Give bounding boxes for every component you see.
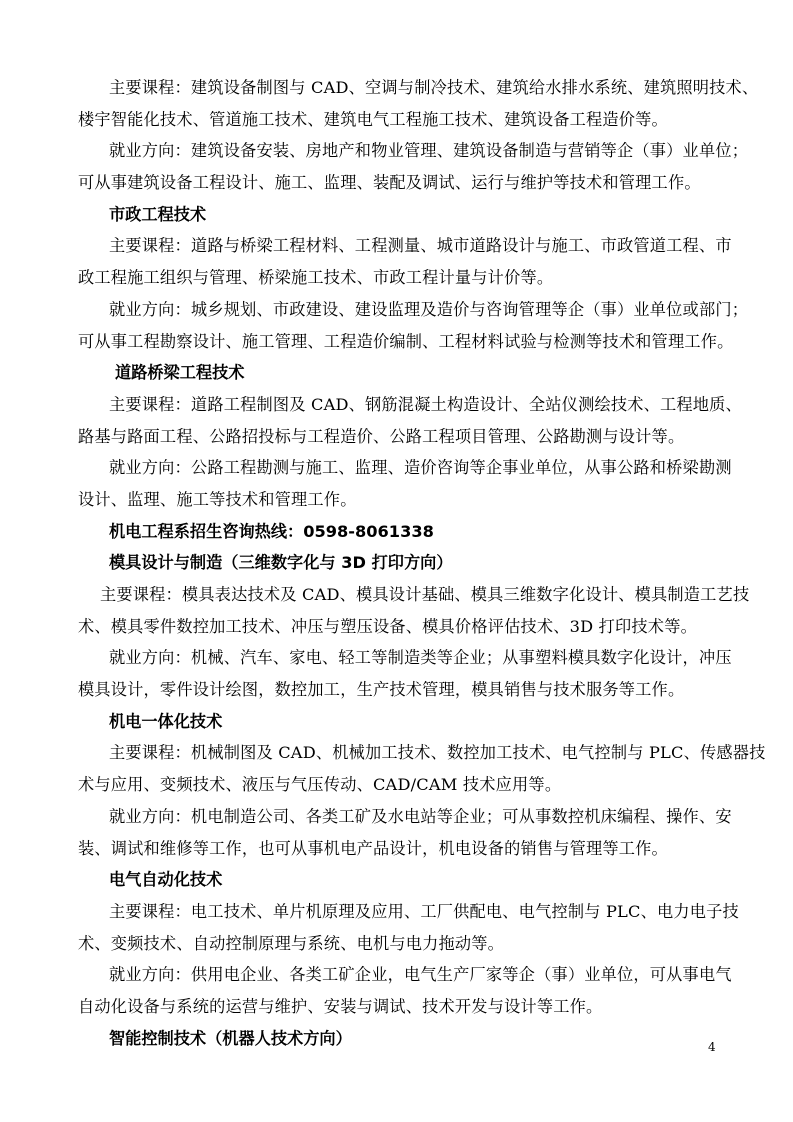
employment-line: 可从事工程勘察设计、施工管理、工程造价编制、工程材料试验与检测等技术和管理工作。	[78, 331, 734, 351]
employment-line: 就业方向：公路工程勘测与施工、监理、造价咨询等企事业单位，从事公路和桥梁勘测	[109, 458, 732, 478]
main-courses-line: 主要课程：模具表达技术及 CAD、模具设计基础、模具三维数字化设计、模具制造工艺技	[100, 585, 750, 604]
section-intelligent-control	[78, 1023, 718, 1055]
section-mold-design	[78, 547, 750, 705]
section-road-bridge	[78, 357, 742, 515]
main-courses-line: 楼宇智能化技术、管道施工技术、建筑电气工程施工技术、建筑设备工程造价等。	[78, 109, 668, 129]
employment-line: 就业方向：建筑设备安装、房地产和物业管理、建筑设备制造与营销等企（事）业单位；	[109, 141, 749, 161]
section-heading: 市政工程技术	[109, 204, 207, 224]
section-heading: 智能控制技术（机器人技术方向）	[109, 1028, 352, 1048]
employment-line: 设计、监理、施工等技术和管理工作。	[78, 489, 357, 509]
employment-line: 就业方向：供用电企业、各类工矿企业，电气生产厂家等企（事）业单位，可从事电气	[109, 965, 732, 985]
section-mechatronics	[78, 706, 766, 864]
main-courses-line: 路基与路面工程、公路招投标与工程造价、公路工程项目管理、公路勘测与设计等。	[78, 426, 685, 446]
main-courses-line: 政工程施工组织与管理、桥梁施工技术、市政工程计量与计价等。	[78, 268, 554, 288]
main-courses-line: 术、变频技术、自动控制原理与系统、电机与电力拖动等。	[78, 933, 505, 953]
employment-line: 就业方向：城乡规划、市政建设、建设监理及造价与咨询管理等企（事）业单位或部门；	[109, 299, 749, 319]
document-body	[78, 72, 766, 1054]
section-building-equipment	[78, 72, 759, 199]
employment-line: 就业方向：机械、汽车、家电、轻工等制造类等企业；从事塑料模具数字化设计，冲压	[109, 648, 732, 668]
section-heading: 模具设计与制造（三维数字化与 3D 打印方向）	[109, 553, 453, 573]
section-municipal-engineering	[78, 199, 749, 357]
section-heading: 电气自动化技术	[109, 870, 223, 890]
main-courses-line: 术、模具零件数控加工技术、冲压与塑压设备、模具价格评估技术、3D 打印技术等。	[78, 616, 697, 636]
main-courses-line: 主要课程：电工技术、单片机原理及应用、工厂供配电、电气控制与 PLC、电力电子技	[109, 901, 739, 921]
main-courses-line: 主要课程：道路工程制图及 CAD、钢筋混凝土构造设计、全站仪测绘技术、工程地质、	[109, 394, 742, 414]
employment-line: 可从事建筑设备工程设计、施工、监理、装配及调试、运行与维护等技术和管理工作。	[78, 173, 701, 193]
section-electrical-automation	[78, 864, 739, 1022]
employment-line: 自动化设备与系统的运营与维护、安装与调试、技术开发与设计等工作。	[78, 996, 603, 1016]
employment-line: 就业方向：机电制造公司、各类工矿及水电站等企业；可从事数控机床编程、操作、安	[109, 806, 732, 826]
main-courses-line: 主要课程：机械制图及 CAD、机械加工技术、数控加工技术、电气控制与 PLC、传感器技	[109, 743, 766, 763]
section-heading: 道路桥梁工程技术	[115, 363, 245, 383]
main-courses-line: 术与应用、变频技术、液压与气压传动、CAD/CAM 技术应用等。	[78, 775, 562, 795]
admissions-hotline: 机电工程系招生咨询热线：0598-8061338	[109, 521, 434, 541]
employment-line: 模具设计，零件设计绘图，数控加工，生产技术管理，模具销售与技术服务等工作。	[78, 680, 685, 700]
main-courses-line: 主要课程：建筑设备制图与 CAD、空调与制冷技术、建筑给水排水系统、建筑照明技术、	[109, 78, 759, 97]
employment-line: 装、调试和维修等工作，也可从事机电产品设计，机电设备的销售与管理等工作。	[78, 838, 668, 858]
section-heading: 机电一体化技术	[109, 711, 223, 731]
main-courses-line: 主要课程：道路与桥梁工程材料、工程测量、城市道路设计与施工、市政管道工程、市	[109, 236, 732, 256]
page-number: 4	[708, 1040, 716, 1054]
